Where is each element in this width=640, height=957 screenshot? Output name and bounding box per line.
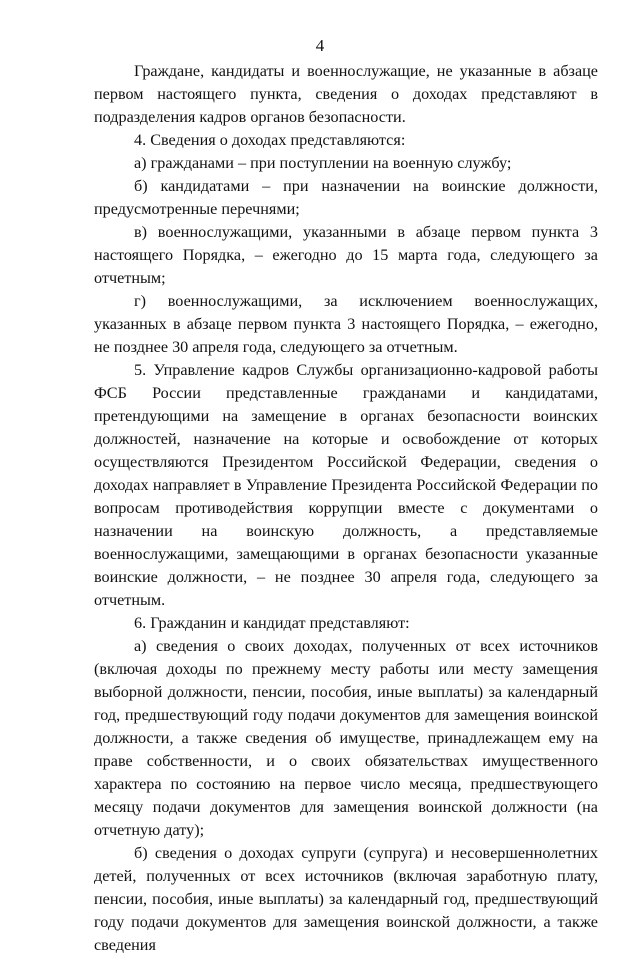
paragraph: 4. Сведения о доходах представляются:: [134, 131, 406, 149]
paragraph: а) гражданами – при поступлении на военную службу;: [134, 154, 512, 172]
paragraph: в) военнослужащими, указанными в абзаце первом пункта 3 настоящего Порядка, – ежегодно до 15 марта года, следующего за отчетным;: [94, 223, 598, 287]
paragraph: 5. Управление кадров Службы организационно-кадровой работы ФСБ России представленные гражданами и кандидатами, претендующими на замещение в органах безопасности воинских должностей, назначение на которые и освобождение от которых осуществляются Президентом Российской Федерации, сведения о доходах направляет в Управление Президента Российской Федерации по вопросам противодействия коррупции вместе с документами о назначении на воинскую должность, а представляемые военнослужащими, замещающими в органах безопасности указанные воинские должности, – не позднее 30 апреля года, следующего за отчетным.: [94, 361, 598, 609]
paragraph: б) кандидатами – при назначении на воинские должности, предусмотренные перечнями;: [94, 177, 598, 218]
document-body: [94, 60, 598, 957]
page-number: 4: [315, 36, 325, 55]
paragraph: г) военнослужащими, за исключением военнослужащих, указанных в абзаце первом пункта 3 настоящего Порядка, – ежегодно, не позднее 30 апреля года, следующего за отчетным.: [94, 292, 598, 356]
paragraph: б) сведения о доходах супруги (супруга) и несовершеннолетних детей, полученных от всех источников (включая заработную плату, пенсии, пособия, иные выплаты) за календарный год, предшествующий году подачи документов для замещения воинской должности, а также сведения: [94, 844, 598, 954]
paragraph: Граждане, кандидаты и военнослужащие, не указанные в абзаце первом настоящего пункта, сведения о доходах представляют в подразделения кадров органов безопасности.: [94, 62, 598, 126]
paragraph: 6. Гражданин и кандидат представляют:: [134, 614, 410, 632]
paragraph: а) сведения о своих доходах, полученных от всех источников (включая доходы по прежнему месту работы или месту замещения выборной должности, пенсии, пособия, иные выплаты) за календарный год, предшествующий году подачи документов для замещения воинской должности, а также сведения об имуществе, принадлежащем ему на праве собственности, и о своих обязательствах имущественного характера по состоянию на первое число месяца, предшествующего месяцу подачи документов для замещения воинской должности (на отчетную дату);: [94, 637, 598, 839]
